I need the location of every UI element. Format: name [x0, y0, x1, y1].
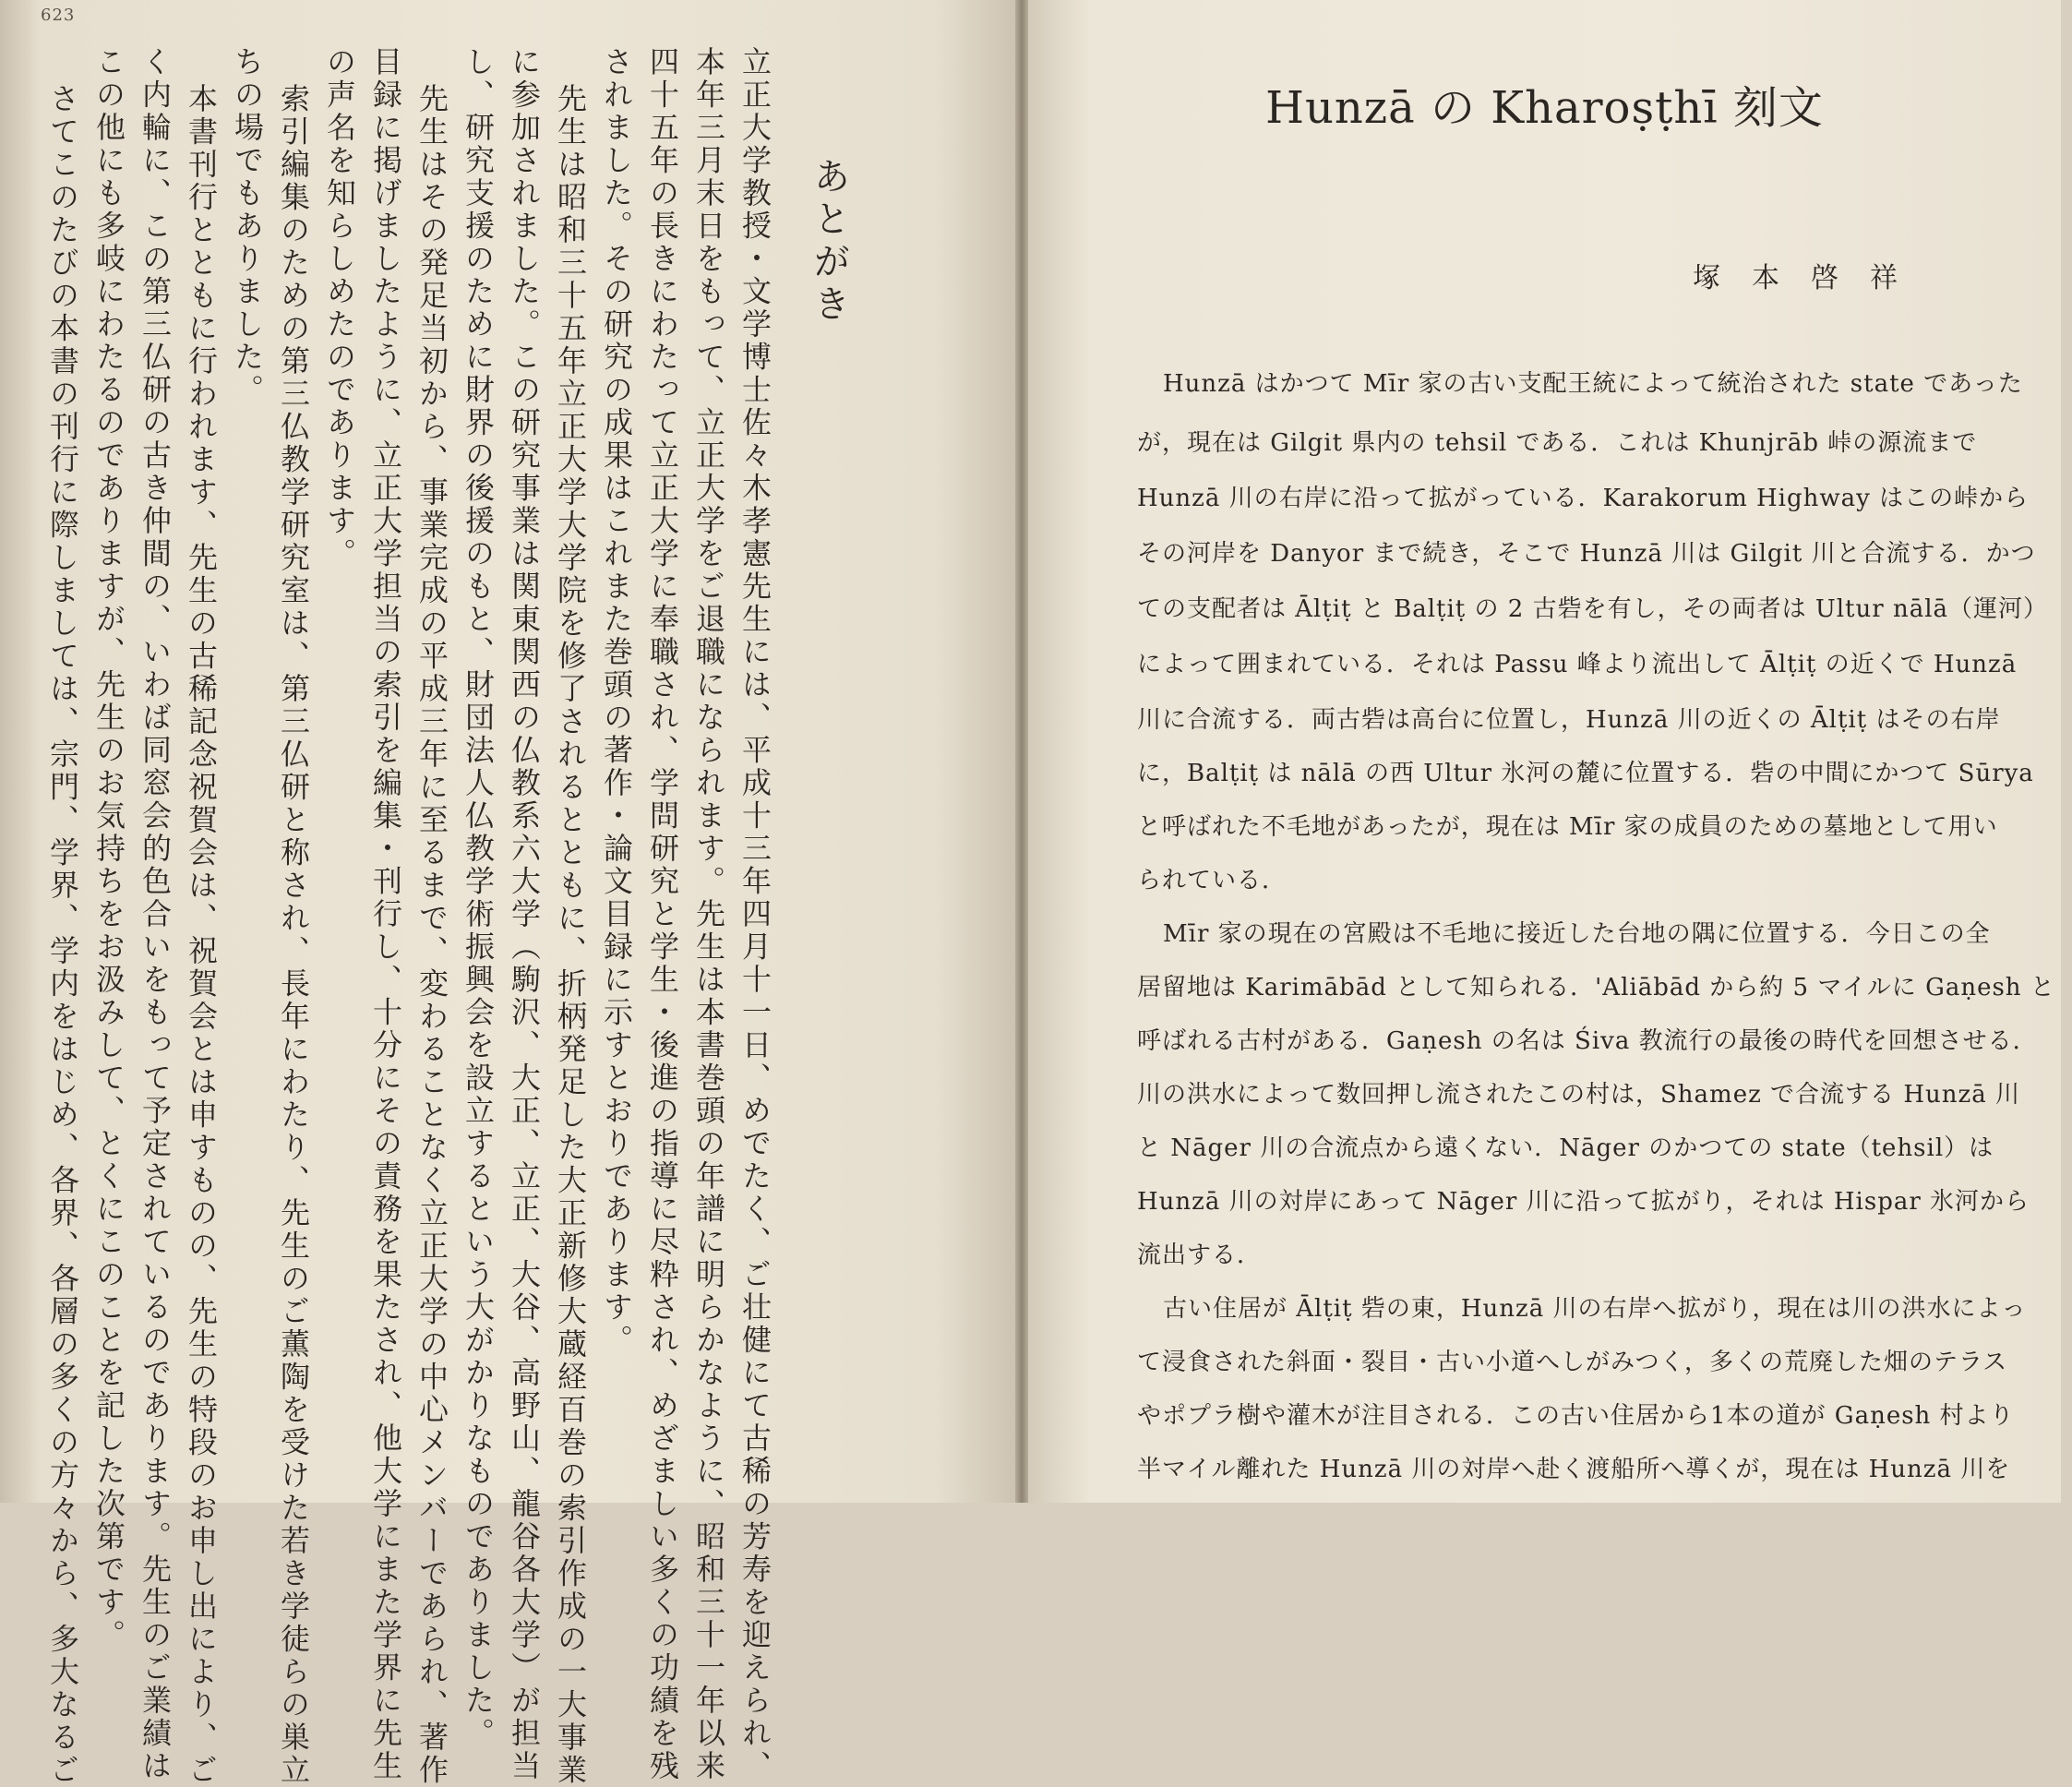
body-line-20: やポプラ樹や灌木が注目される．この古い住居から1本の道が Gaṇesh 村より [1137, 1402, 2015, 1430]
afterword-column-1: 立正大学教授・文学博士佐々木孝憲先生には、平成十三年四月十一日、めでたく、ご壮健にて古稀の芳寿を迎えられ、 [737, 46, 773, 1783]
afterword-column-11: 索引編集のための第三仏教学研究室は、第三仏研と称され、長年にわたり、先生のご薫陶を受けた若き学徒らの巣立 [276, 83, 311, 1787]
body-line-13: 呼ばれる古村がある．Gaṇesh の名は Śiva 教流行の最後の時代を回想させる． [1137, 1027, 2038, 1055]
afterword-column-7: し、研究支援のために財界の後援のもと、財団法人仏教学術振興会を設立するという大がかりなものでありました。 [461, 46, 496, 1750]
body-line-1: Hunzā はかつて Mīr 家の古い支配王統によって統治された state であった [1163, 370, 2023, 398]
afterword-column-3: 四十五年の長きにわたって立正大学に奉職され、学問研究と学生・後進の指導に尽粋され、めざましい多くの功績を残 [645, 46, 680, 1783]
afterword-column-9: 目録に掲げましたように、立正大学担当の索引を編集・刊行し、十分にその責務を果たされ、他大学にまた学界に先生 [368, 46, 403, 1783]
body-line-7: 川に合流する．両古砦は高台に位置し，Hunzā 川の近くの Ālṭiṭ はその右岸 [1137, 706, 2001, 734]
body-line-21: 半マイル離れた Hunzā 川の対岸へ赴く渡船所へ導くが，現在は Hunzā 川を [1137, 1456, 2011, 1483]
body-line-19: て浸食された斜面・裂目・古い小道へしがみつく，多くの荒廃した畑のテラス [1137, 1349, 2008, 1376]
afterword-column-2: 本年三月末日をもって、立正大学をご退職になられます。先生は本書巻頭の年譜に明らかなように、昭和三十一年以来 [691, 46, 726, 1783]
body-line-12: 居留地は Karimābād として知られる．'Aliābād から約 5 マイルに Gaṇesh と [1137, 974, 2055, 1001]
body-line-15: と Nāger 川の合流点から遠くない．Nāger のかつての state（tehsil）は [1137, 1134, 1994, 1162]
afterword-column-12: ちの場でもありました。 [230, 46, 265, 407]
afterword-column-8: 先生はその発足当初から、事業完成の平成三年に至るまで、変わることなく立正大学の中心メンバーであられ、著作 [414, 83, 449, 1787]
body-line-3: Hunzā 川の右岸に沿って拡がっている．Karakorum Highway はこの峠から [1137, 485, 2030, 512]
body-line-14: 川の洪水によって数回押し流されたこの村は，Shamez で合流する Hunzā 川 [1137, 1081, 2020, 1109]
body-line-18: 古い住居が Ālṭiṭ 砦の東，Hunzā 川の右岸へ拡がり，現在は川の洪水によっ [1163, 1295, 2027, 1323]
body-line-5: ての支配者は Ālṭiṭ と Balṭiṭ の 2 古砦を有し，その両者は Ultur nālā（運河） [1137, 595, 2049, 623]
body-line-9: と呼ばれた不毛地があったが，現在は Mīr 家の成員のための墓地として用い [1137, 813, 1998, 841]
afterword-column-4: されました。その研究の成果はこれまた巻頭の著作・論文目録に示すとおりであります。 [599, 46, 634, 1357]
afterword-column-14: く内輪に、この第三仏研の古き仲間の、いわば同窓会的色合いをもって予定されているのであります。先生のご業績は [138, 46, 173, 1783]
afterword-column-13: 本書刊行とともに行われます、先生の古稀記念祝賀会は、祝賀会とは申すものの、先生の特段のお申し出により、ご [184, 83, 219, 1787]
left-page [0, 0, 1015, 1787]
body-line-4: その河岸を Danyor まで続き，そこで Hunzā 川は Gilgit 川と合流する．かつ [1137, 540, 2036, 568]
body-line-10: られている． [1137, 867, 1288, 894]
body-line-2: が，現在は Gilgit 県内の tehsil である．これは Khunjrāb 峠の源流まで [1137, 429, 1978, 457]
article-author: 塚本啓祥 [1693, 262, 1929, 294]
body-line-6: によって囲まれている．それは Passu 峰より流出して Ālṭiṭ の近くで Hunzā [1137, 651, 2018, 678]
afterword-column-10: の声名を知らしめたのであります。 [322, 46, 357, 570]
body-line-16: Hunzā 川の対岸にあって Nāger 川に沿って拡がり，それは Hispar 氷河から [1137, 1188, 2030, 1216]
body-line-17: 流出する． [1137, 1241, 1263, 1269]
body-line-8: に，Balṭiṭ は nālā の西 Ultur 氷河の麓に位置する．砦の中間にかつて Sūrya [1137, 760, 2034, 787]
book-gutter [1015, 0, 1028, 1503]
afterword-column-6: に参加されました。この研究事業は関東関西の仏教系六大学（駒沢、大正、立正、大谷、高野山、龍谷各大学）が担当 [507, 46, 542, 1783]
article-title: Hunzā の Kharoṣṭhī 刻文 [1265, 82, 1824, 134]
afterword-heading: あとがき [808, 157, 850, 327]
page-number: 623 [41, 6, 76, 25]
body-line-11: Mīr 家の現在の宮殿は不毛地に接近した台地の隅に位置する．今日この全 [1163, 920, 1991, 948]
right-page [1028, 0, 2061, 1503]
afterword-column-16: さてこのたびの本書の刊行に際しましては、宗門、学界、学内をはじめ、各界、各層の多くの方々から、多大なるご [45, 83, 80, 1787]
afterword-column-5: 先生は昭和三十五年立正大学大学院を修了されるとともに、折柄発足した大正新修大蔵経百巻の索引作成の一大事業 [553, 83, 588, 1787]
afterword-column-15: この他にも多岐にわたるのでありますが、先生のお気持ちをお汲みして、とくにこのことを記した次第です。 [91, 46, 126, 1652]
